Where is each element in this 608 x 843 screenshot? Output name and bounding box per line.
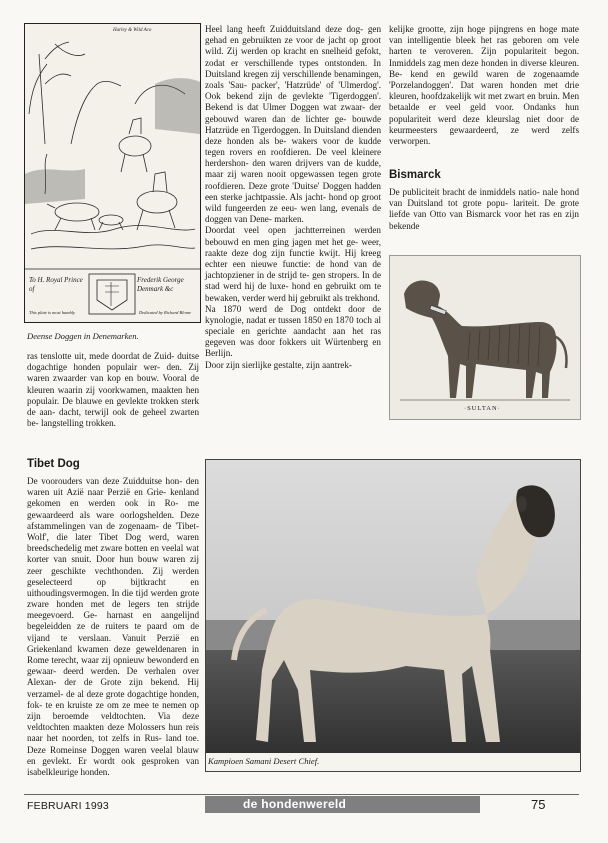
column-1-body [27,476,199,778]
sultan-dog-art [390,256,580,419]
column-2-body [205,24,381,371]
banner-right-text: Frederik George Denmark &c [137,276,184,293]
heading-bismarck: Bismarck [389,169,441,181]
credit-right-text: Dedicated by Richard Blome [139,310,191,315]
col2-text-2: Doordat veel open jachtterreinen werden bebouwd en men ging jagen met het ge- weer, raakte deze dog zijn functie kwijt. Hij kreeg echter een nieuwe functie: de hond van de jachtopziener in de strijd te- gen stropers. In de stad werd hij de luxe- hond en gebruikt om te bewaken, verder werd hij gebruikt als trekhond. [205,225,382,303]
engraver-signature: Harley & Wild Aco [113,28,152,33]
hunt-caption: Deense Doggen in Denemarken. [27,331,139,341]
col3-paragraph-1: kelijke grootte, zijn hoge pijngrens en hoge mate van intelligentie bleek het ras geboren om vele harten te veroveren. Zijn populariteit begon. Inmiddels zag men deze honden in diverse kleuren. Be- kend en gewild waren de zogenaamde 'Porzelandoggen'. Dat waren honden met drie kleuren, hoofdzakelijk wit met zwart en bruin. Men betaalde er veel geld voor. Ondanks hun populariteit werd deze kleurslag niet door de keurmeesters gewaardeerd, ze werd zelfs verworpen. [389,24,580,146]
col2-text: Heel lang heeft Zuidduitsland deze dog- gen gehad en gebruikten ze voor de jacht op groot wild. Zij werden op kracht en snelheid gefokt, zodat er verschillende types ontstonden. In Duitsland kregen zij verschillende benamingen, zoals 'Sau- packer', 'Hatzrüde' of 'Ulmerdog'. Ook bekend zijn de gevlekte 'Tigerdoggen'. Bekend is dat Ulmer Doggen wat zwaar- der gebouwd waren dan de lichter ge- bouwde Hatzrüde en Tigerdoggen. In Duitsland dienden deze honden als be- wakers voor de kudde tegen rovers en roofdieren. De veel kleinere herdershon- den waren drijvers van de kudde, maar zij waren nooit opgewassen tegen grote roofdieren. Deze grote 'Duitse' Doggen hadden een sterke jachtpassie. Als jacht- hond op groot wild fungeerden ze eeu- wen lang, evenals de doggen van Dene- marken. [205,24,382,225]
column-3-top [389,24,579,147]
photo-caption: Kampioen Samani Desert Chief. [208,756,320,766]
footer-rule [24,794,579,795]
col2-text-4: Door zijn sierlijke gestalte, zijn aantrek- [205,359,352,370]
banner-left-text: To H. Royal Prince of [29,276,83,293]
credit-left-text: This plate is most humbly [29,310,76,315]
sultan-label: ·SULTAN· [464,405,501,412]
footer-page-number: 75 [531,797,546,812]
heading-tibet-dog: Tibet Dog [27,458,80,470]
sultan-etching [389,255,581,420]
col1-paragraph-1: ras tenslotte uit, mede doordat de Zuid- duitse dogachtige honden populair wer- den. Zij waren zwaarder van kop en bouw. Vooral de kleuren waarin zij voorkwamen, maakten hen populair. De blauwe en gevlekte trokken sterk de aan- dacht, terwijl ook de geheel zwarten be- langstelling trokken. [27,351,200,429]
col3-paragraph-2: De publiciteit bracht de inmiddels natio- nale hond van Duitsland tot grote popu- lariteit. De grote liefde van Otto van Bismarck voor het ras en zijn bekende [389,187,580,231]
column-1-intro [27,351,199,429]
col2-text-3: Na 1870 werd de Dog ontdekt door de kynologie, nadat er tussen 1850 en 1870 toch al speciale en gerichte aandacht aan het ras gegeven was door fokkers uit Würtenberg en Berlijn. [205,303,382,359]
champion-dog-photo [206,460,580,771]
footer-magazine-title: de hondenwereld [243,797,347,811]
footer-date: FEBRUARI 1993 [27,800,109,812]
hunt-engraving [24,23,201,323]
footer-magazine-bar [205,796,480,813]
column-3-bismarck [389,187,579,232]
champion-photo [205,459,581,772]
col1-paragraph-2: De voorouders van deze Zuidduitse hon- den waren uit Azië naar Perzië en Grie- kenland gekomen en werden ook in Ro- me gewaardeerd als ware oorlogshelden. Deze afstammelingen van de zogenaam- de 'Tibet-Wolf', die later Tibet Dog werd, waren breedschedelig met zware botten en veelal wat korter van snuit. Door hun bouw waren zij zeer geschikte vechthonden. Zij werden geselecteerd op bijtkracht en uithoudingsvermogen. In die tijd werden grote zware honden met de legers ten strijde meegevoerd. Ge- harnast en aangelijnd begeleidden ze de ruiters te paard om de vijand te verslaan. Vanuit Perzië en Griekenland kwamen deze geweldenaren in Rome terecht, waar zij opnieuw bewonderd en gewaar- deerd werden. De verhalen over Alexan- der de Grote zijn bekend. Hij verzamel- de al deze grote dogachtige honden, fok- te en kruiste ze om ze mee te nemen op zijn beroemde veldtochten. Via deze veldtochten maakten deze Molossers hun reis naar het noorden, tot zelfs in Rus- land toe. Deze Romeinse Doggen waren veelal blauw en gevlekt. Er wordt ook gesproken van isabelkleurige honden. [27,476,200,777]
